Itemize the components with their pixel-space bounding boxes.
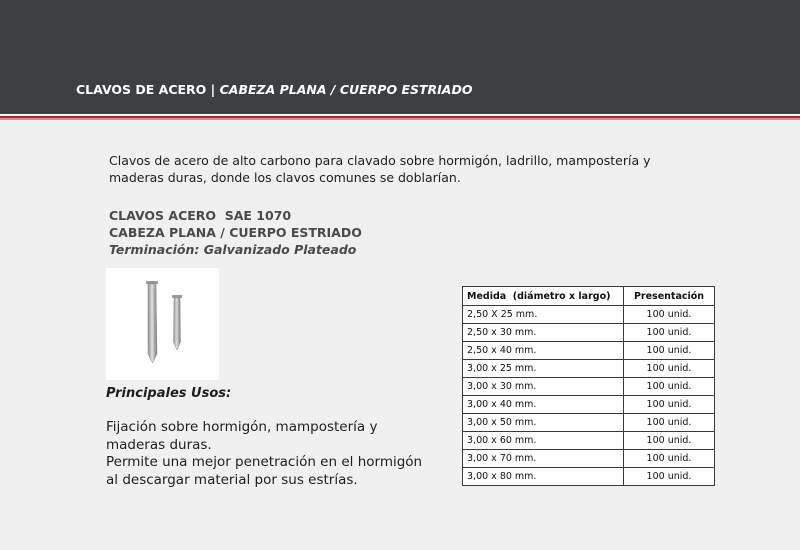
cell-medida: 3,00 x 30 mm.	[463, 378, 624, 396]
uses-line-2: Permite una mejor penetración en el hormigón al descargar material por sus estrías.	[106, 454, 423, 488]
table-row	[463, 360, 715, 378]
column-header-presentacion: Presentación	[624, 287, 715, 306]
product-spec	[109, 207, 509, 258]
small-nail	[172, 295, 182, 350]
cell-medida: 3,00 x 25 mm.	[463, 360, 624, 378]
cell-presentacion: 100 unid.	[624, 468, 715, 486]
table-row	[463, 378, 715, 396]
table-row	[463, 342, 715, 360]
product-description: Clavos de acero de alto carbono para clavado sobre hormigón, ladrillo, mampostería y maderas duras, donde los clavos comunes se doblarían.	[109, 153, 651, 185]
table-row	[463, 468, 715, 486]
spec-line-2: CABEZA PLANA / CUERPO ESTRIADO	[109, 225, 362, 240]
cell-medida: 3,00 x 70 mm.	[463, 450, 624, 468]
cell-presentacion: 100 unid.	[624, 306, 715, 324]
header-bar	[0, 0, 800, 114]
uses-body	[106, 419, 426, 489]
cell-presentacion: 100 unid.	[624, 432, 715, 450]
column-header-medida: Medida (diámetro x largo)	[463, 287, 624, 306]
table-row	[463, 306, 715, 324]
table-header-row	[463, 287, 715, 306]
cell-medida: 2,50 x 30 mm.	[463, 324, 624, 342]
cell-medida: 3,00 x 60 mm.	[463, 432, 624, 450]
table-row	[463, 432, 715, 450]
cell-presentacion: 100 unid.	[624, 360, 715, 378]
header-divider-gray	[0, 118, 800, 120]
cell-medida: 3,00 x 40 mm.	[463, 396, 624, 414]
title-subtitle: CABEZA PLANA / CUERPO ESTRIADO	[219, 82, 473, 97]
spec-line-1: CLAVOS ACERO SAE 1070	[109, 208, 292, 223]
table-row	[463, 414, 715, 432]
cell-medida: 2,50 x 40 mm.	[463, 342, 624, 360]
nails-image	[106, 268, 219, 380]
table-row	[463, 324, 715, 342]
large-nail	[146, 281, 158, 363]
title-separator: |	[210, 82, 216, 97]
table-row	[463, 396, 715, 414]
page-title	[76, 82, 472, 97]
cell-medida: 3,00 x 50 mm.	[463, 414, 624, 432]
title-main: CLAVOS DE ACERO	[76, 82, 207, 97]
cell-presentacion: 100 unid.	[624, 342, 715, 360]
uses-heading: Principales Usos:	[106, 386, 232, 401]
cell-presentacion: 100 unid.	[624, 378, 715, 396]
cell-presentacion: 100 unid.	[624, 396, 715, 414]
table-row	[463, 450, 715, 468]
cell-presentacion: 100 unid.	[624, 324, 715, 342]
cell-presentacion: 100 unid.	[624, 414, 715, 432]
uses-line-1: Fijación sobre hormigón, mampostería y maderas duras.	[106, 419, 378, 453]
cell-medida: 2,50 X 25 mm.	[463, 306, 624, 324]
sizes-table	[462, 286, 715, 486]
product-photo	[106, 268, 219, 380]
cell-presentacion: 100 unid.	[624, 450, 715, 468]
spec-finish: Terminación: Galvanizado Plateado	[109, 242, 357, 257]
cell-medida: 3,00 x 80 mm.	[463, 468, 624, 486]
